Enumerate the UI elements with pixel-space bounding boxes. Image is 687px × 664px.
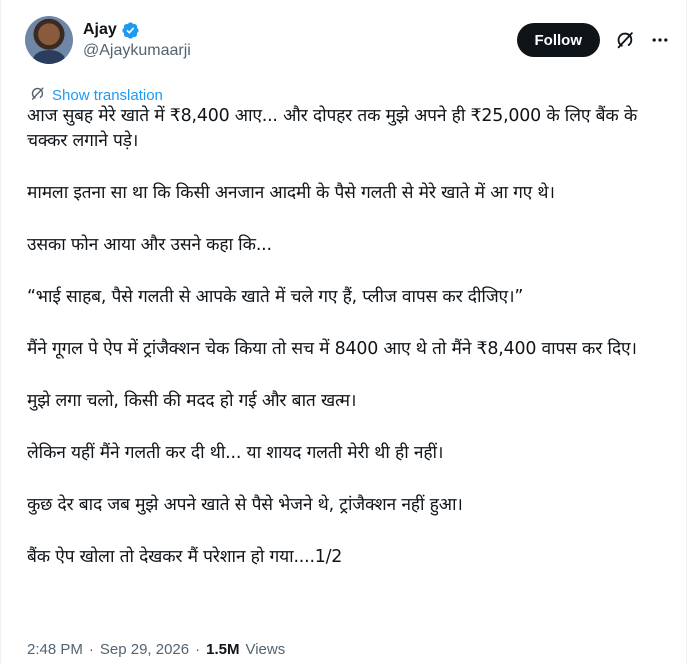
meta-separator: ·: [195, 641, 201, 658]
tweet-paragraph: लेकिन यहीं मैंने गलती कर दी थी... या शायद गलती मेरी थी ही नहीं।: [27, 443, 444, 463]
header-actions: [517, 23, 671, 57]
more-options-icon[interactable]: [650, 30, 670, 50]
show-translation-link[interactable]: [29, 85, 163, 106]
author-handle[interactable]: @Ajaykumaarji: [83, 41, 191, 59]
tweet-paragraph: मुझे लगा चलो, किसी की मदद हो गई और बात खत्म।: [27, 391, 357, 411]
name-row: [83, 21, 191, 40]
views-label: Views: [245, 641, 286, 658]
meta-separator: ·: [88, 641, 94, 658]
tweet-paragraph: मैंने गूगल पे ऐप में ट्रांजैक्शन चेक किया तो सच में 8400 आए थे तो मैंने ₹8,400 वापस कर दिए।: [27, 339, 637, 359]
tweet-text: [27, 104, 667, 597]
tweet-paragraph: बैंक ऐप खोला तो देखकर मैं परेशान हो गया....1/2: [27, 547, 343, 567]
post-date[interactable]: Sep 29, 2026: [99, 641, 190, 658]
tweet-paragraph: आज सुबह मेरे खाते में ₹8,400 आए... और दोपहर तक मुझे अपने ही ₹25,000 के लिए बैंक के चक्कर लगाने पड़े।: [27, 106, 638, 151]
author-names: [83, 21, 191, 60]
tweet-paragraph: “भाई साहब, पैसे गलती से आपके खाते में चले गए हैं, प्लीज वापस कर दीजिए।”: [27, 287, 524, 307]
post-time[interactable]: 2:48 PM: [27, 641, 83, 658]
tweet-meta: [27, 641, 285, 658]
author-avatar[interactable]: [25, 16, 73, 64]
translate-icon: [29, 85, 46, 106]
author-display-name[interactable]: Ajay: [83, 21, 117, 38]
tweet-paragraph: उसका फोन आया और उसने कहा कि...: [27, 235, 272, 255]
tweet-paragraph: मामला इतना सा था कि किसी अनजान आदमी के पैसे गलती से मेरे खाते में आ गए थे।: [27, 183, 555, 203]
views-count[interactable]: 1.5M: [206, 641, 240, 658]
follow-button[interactable]: Follow: [517, 23, 601, 57]
tweet-paragraph: कुछ देर बाद जब मुझे अपने खाते से पैसे भेजने थे, ट्रांजैक्शन नहीं हुआ।: [27, 495, 463, 515]
grok-icon[interactable]: [614, 29, 636, 51]
show-translation-label[interactable]: Show translation: [52, 87, 163, 104]
verified-badge-icon[interactable]: [121, 21, 140, 40]
tweet-header: [25, 14, 670, 66]
